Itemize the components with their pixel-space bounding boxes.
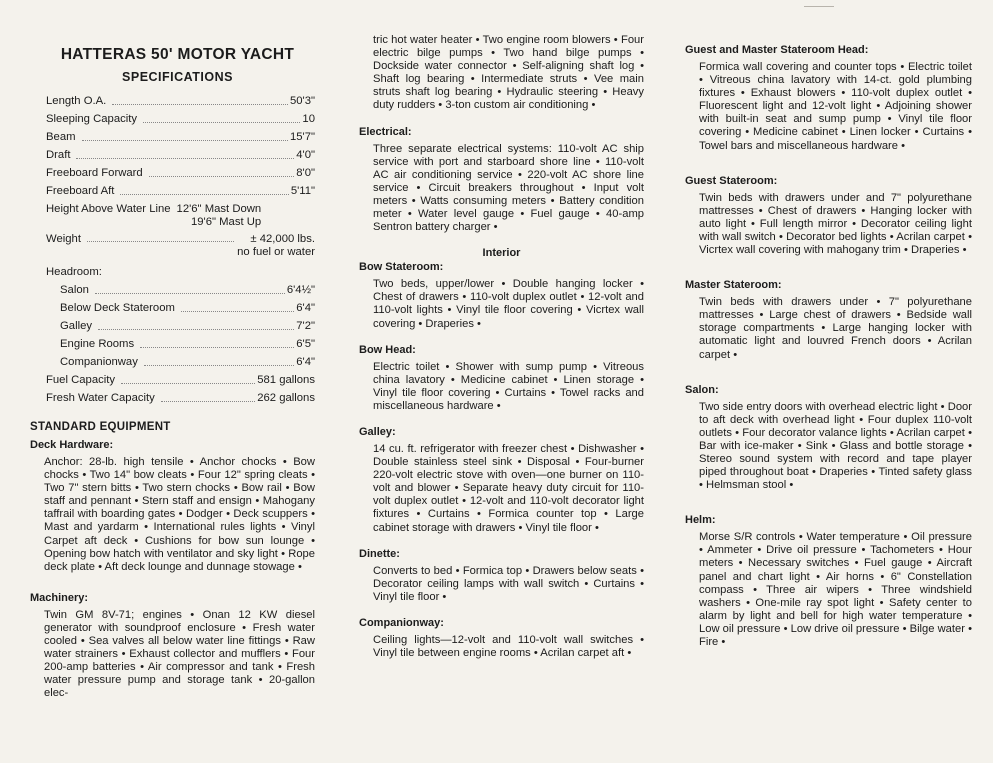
machinery-text-part2: tric hot water heater • Two engine room blowers • Four electric bilge pumps • Two hand bilge pumps • Dockside water connector • Self-aligning shaft log • Shaft log bearing • Intermediate struts • Vee main struts shaft log bearing • Hydraulic steering • Heavy duty rudders • 3-ton custom air conditioning • [373, 34, 644, 112]
helm-heading: Helm: [685, 514, 716, 527]
electrical-text: Three separate electrical systems: 110-volt AC ship service with port and starboard shore line • 110-volt AC air conditioning service • 220-volt AC shore line service • Circuit breakers throughout • Input volt meters • Watts consuming meters • Battery condition meter • Water level gauge • Fuel gauge • 40-amp Sentron battery charger • [373, 142, 644, 234]
companionway-heading: Companionway: [359, 616, 444, 629]
galley-heading: Galley: [359, 425, 396, 438]
page-mark [804, 6, 834, 7]
column-2 [359, 34, 644, 673]
spec-water: Fresh Water Capacity 262 gallons [46, 392, 315, 404]
column-1 [30, 0, 315, 714]
guest-master-head-heading: Guest and Master Stateroom Head: [685, 44, 869, 56]
bow-head-heading: Bow Head: [359, 343, 416, 356]
dinette-heading: Dinette: [359, 547, 400, 560]
electrical-heading: Electrical: [359, 125, 412, 138]
standard-equipment-heading: STANDARD EQUIPMENT [30, 421, 171, 433]
dinette-text: Converts to bed • Formica top • Drawers below seats • Decorator ceiling lamps with wall switch • Curtains • Vinyl tile floor • [373, 564, 644, 603]
spec-sleeping: Sleeping Capacity 10 [46, 113, 315, 125]
deck-hardware-heading: Deck Hardware: [30, 439, 114, 451]
guest-stateroom-heading: Guest Stateroom: [685, 174, 778, 187]
master-stateroom-text: Twin beds with drawers under • 7" polyurethane mattresses • Large chest of drawers • Bedside wall storage compartments • Large hanging locker with automatic light and louvred French doors • Acrilan carpet • [699, 296, 972, 361]
machinery-heading: Machinery: [30, 591, 89, 604]
guest-master-head-text: Formica wall covering and counter tops • Electric toilet • Vitreous china lavatory with 14-ct. gold plumbing fixtures • Exhaust blowers • 110-volt duplex outlet • Fluorescent light and 12-volt light • Adjoining shower with built-in seat and sump pump • Vinyl tile floor covering • Medicine cabinet • Linen locker • Curtains • Towel bars and miscellaneous hardware • [699, 61, 972, 152]
spec-freeboard-forward: Freeboard Forward 8'0" [46, 167, 315, 179]
spec-draft: Draft 4'0" [46, 149, 315, 161]
guest-stateroom-text: Twin beds with drawers under and 7" polyurethane mattresses • Chest of drawers • Hanging locker with auto light • Full length mirror • Decorator ceiling light with wall switch • Decorator bed lights • Acrilan carpet • Vicrtex wall covering with mahogany trim • Draperies • [699, 191, 972, 257]
machinery-text-part1: Twin GM 8V-71; engines • Onan 12 KW diesel generator with soundproof enclosure • Fresh water cooled • Sea valves all below water line fittings • Raw water strainers • Exhaust collector and mufflers • Four 200-amp batteries • Air compressor and tank • Fresh water pressure pump and storage tank • 20-gallon elec- [44, 608, 315, 700]
bow-stateroom-heading: Bow Stateroom: [359, 261, 444, 274]
headroom-label: Headroom: [46, 266, 102, 278]
helm-text: Morse S/R controls • Water temperature • Oil pressure • Ammeter • Drive oil pressure • Tachometers • Hour meters • Necessary switches • Fuel gauge • Aircraft panel and chart light • Air horns • 6" Constellation compass • Three air wipers • Three windshield washers • One-mile ray spot light • Safety center to alarm by light and bell for high water temperature • Low oil pressure • Low drive oil pressure • Bilge water • Fire • [699, 531, 972, 648]
bow-stateroom-text: Two beds, upper/lower • Double hanging locker • Chest of drawers • 110-volt duplex outlet • 12-volt and 110-volt lights • Vinyl tile floor covering • Vicrtex wall covering • Draperies • [373, 278, 644, 330]
deck-hardware-text: Anchor: 28-lb. high tensile • Anchor chocks • Bow chocks • Two 14" bow cleats • Four 12" spring cleats • Two 7" stern bitts • Two stern chocks • Bow rail • Bow staff and pennant • Stern staff and ensign • Mahogany taffrail with boarding gates • Dodger • Deck scuppers • Mast and yardarm • International rules lights • Vinyl Carpet aft deck • Cushions for bow sun lounge • Opening bow hatch with ventilator and sky light • Rope deck plate • Aft deck lounge and dunnage stowage • [44, 456, 315, 573]
salon-heading: Salon: [685, 383, 719, 396]
companionway-text: Ceiling lights—12-volt and 110-volt wall switches • Vinyl tile between engine rooms • Acrilan carpet aft • [373, 633, 644, 659]
specifications-heading: SPECIFICATIONS [122, 70, 233, 84]
spec-weight: Weight ± 42,000 lbs. no fuel or water [46, 233, 315, 258]
spec-below-deck: Below Deck Stateroom 6'4" [60, 302, 315, 314]
spec-freeboard-aft: Freeboard Aft 5'11" [46, 185, 315, 197]
spec-salon: Salon 6'4½" [60, 284, 315, 296]
spec-length: Length O.A. 50'3" [46, 95, 315, 107]
spec-fuel: Fuel Capacity 581 gallons [46, 374, 315, 386]
spec-engine-rooms: Engine Rooms 6'5" [60, 338, 315, 350]
bow-head-text: Electric toilet • Shower with sump pump • Vitreous china lavatory • Medicine cabinet • Linen storage • Vinyl tile floor covering • Curtains • Towel racks and miscellaneous hardware • [373, 360, 644, 412]
salon-text: Two side entry doors with overhead electric light • Door to aft deck with overhead light • Four duplex 110-volt outlets • Four decorator valance lights • Acrilan carpet • Bar with ice-maker • Sink • Glass and bottle storage • Stereo sound system with record and tape player piped throughout boat • Draperies • Tinted safety glass • Helmsman stool • [699, 400, 972, 492]
spec-beam: Beam 15'7" [46, 131, 315, 143]
spec-companionway: Companionway 6'4" [60, 356, 315, 368]
galley-text: 14 cu. ft. refrigerator with freezer chest • Dishwasher • Double stainless steel sink • Disposal • Four-burner 220-volt electric stove with oven—one burner on 110-volt and blower • Separate heavy duty circuit for 110-volt duplex outlet • 12-volt and 110-volt decorator light fixtures • Curtains • Formica counter top • Large cabinet storage with drawers • Vinyl tile floor • [373, 442, 644, 534]
spec-galley: Galley 7'2" [60, 320, 315, 332]
column-3 [685, 44, 972, 662]
master-stateroom-heading: Master Stateroom: [685, 279, 782, 292]
page-title: HATTERAS 50' MOTOR YACHT [60, 46, 295, 63]
interior-heading: Interior [482, 247, 521, 260]
spec-height: Height Above Water Line 12'6" Mast Down 19'6" Mast Up [46, 203, 262, 228]
